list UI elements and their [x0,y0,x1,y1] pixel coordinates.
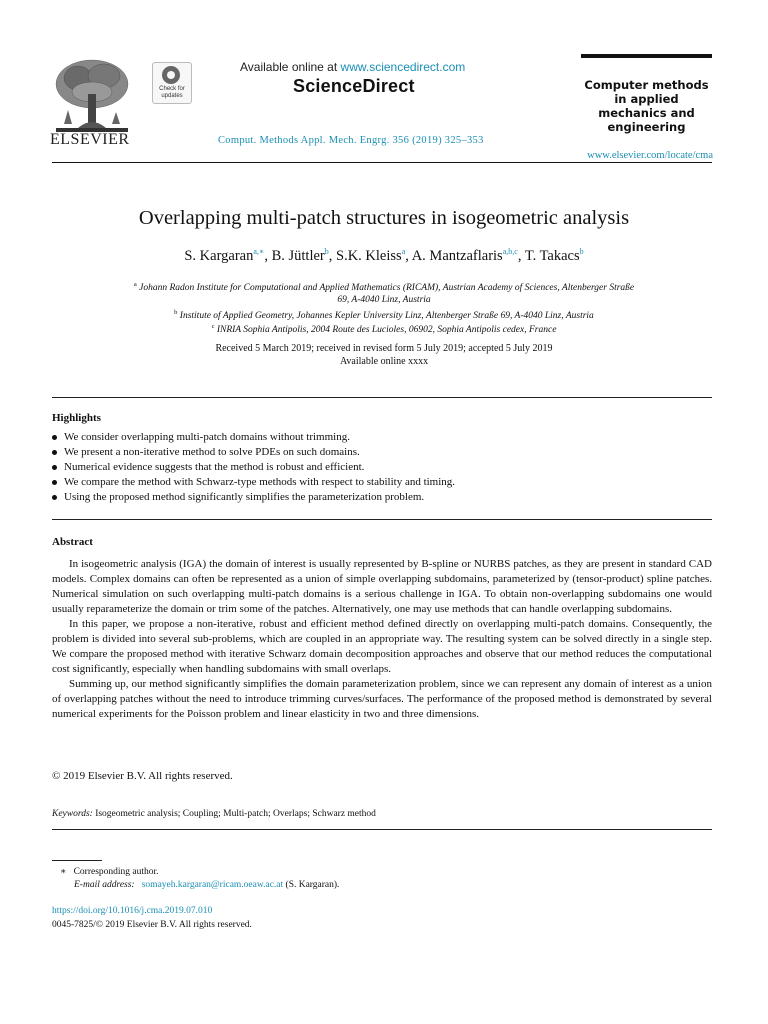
abstract-paragraph: Summing up, our method significantly simplifies the domain parameterization problem, since we can represent any domain of interest as a union of overlapping patches without the need to introduce trimming curves/surfaces. The performance of the proposed method is demonstrated by several numerical experiments for the Poisson problem and linear elasticity in two and three dimensions. [52,678,712,720]
author-name[interactable]: T. Takacs [524,248,580,264]
affiliation-c [0,321,768,336]
footnote-marker: ∗ [60,867,67,877]
bullet-icon [52,435,57,440]
email-label: E-mail address: [74,880,135,890]
footnote-email [74,880,339,890]
check-for-updates-button[interactable] [152,62,192,104]
publisher-name: ELSEVIER [50,131,130,148]
author-affil-marker[interactable]: b [579,247,584,256]
affiliation-key: c [211,323,215,330]
author-name[interactable]: S. Kargaran [184,248,254,264]
abstract-paragraph: In isogeometric analysis (IGA) the domain of interest is usually represented by B-spline or NURBS patches, as they are present in standard CAD models. Complex domains can often be represented as a union of simple overlapping subdomains, parameterized by (tensor-product) spline patches. Numerical simulation on such overlapping multi-patch domains is a serious challenge in IGA. To obtain non-overlapping subdomains one would usually reparameterize the domain or trim some of the patches. Alternatively, one may use methods that can handle overlapping subdomains. [52,558,712,615]
issn-copyright: 0045-7825/© 2019 Elsevier B.V. All rights reserved. [52,920,252,930]
check-updates-label: Check for updates [159,86,185,99]
abstract-paragraph: In this paper, we propose a non-iterative, robust and efficient method defined directly on overlapping multi-patch domains. Consequently, the problem is divided into several sub-problems, which are coupled in an appropriate way. The resulting system can be solved directly in a single step. We compare the proposed method with iterative Schwarz domain decomposition approaches and observe that our method reduces the computational cost significantly, especially when handling subdomains with small overlaps. [52,618,712,675]
highlight-item [52,460,712,475]
received-dates: Received 5 March 2019; received in revised form 5 July 2019; accepted 5 July 2019 [215,343,553,354]
author-affil-marker[interactable]: a,∗ [253,247,265,256]
affiliation-text: INRIA Sophia Antipolis, 2004 Route des Lucioles, 06902, Sophia Antipolis cedex, France [216,325,557,335]
journal-title-line: engineering [607,120,686,134]
affiliation-b [0,307,768,322]
affiliation-text: 69, A-4040 Linz, Austria [337,295,431,305]
footnote-corresponding-text: Corresponding author. [73,867,159,877]
bullet-icon [52,495,57,500]
bullet-icon [52,465,57,470]
check-updates-icon [162,66,180,84]
author-name[interactable]: A. Mantzaflaris [411,248,503,264]
highlight-item [52,490,712,505]
affiliation-text: Johann Radon Institute for Computational and Applied Mathematics (RICAM), Austrian Academy of Sciences, Altenberger Straße [139,283,635,293]
affiliation-a [0,279,768,306]
bullet-icon [52,450,57,455]
available-online-prefix: Available online at [240,60,341,74]
abstract-top-rule [52,519,712,520]
author-affil-marker[interactable]: b [324,247,329,256]
highlight-item [52,430,712,445]
abstract-body [52,557,712,722]
highlights-list [52,430,712,505]
author-affil-marker[interactable]: a [401,247,406,256]
journal-reference: Comput. Methods Appl. Mech. Engrg. 356 (2019) 325–353 [218,135,484,146]
available-online-line [240,60,465,74]
author-name[interactable]: B. Jüttler [271,248,325,264]
highlights-heading: Highlights [52,412,101,424]
affiliation-key: a [133,281,137,288]
highlight-item [52,475,712,490]
email-suffix: (S. Kargaran). [283,880,340,890]
highlights-top-rule [52,397,712,398]
highlight-text: Numerical evidence suggests that the method is robust and efficient. [64,461,365,473]
journal-title-bar [581,54,712,58]
abstract-copyright: © 2019 Elsevier B.V. All rights reserved. [52,770,233,782]
journal-title-line: mechanics and [598,106,695,120]
author-affil-marker[interactable]: a,b,c [502,247,518,256]
sciencedirect-brand: ScienceDirect [293,76,415,96]
highlight-item [52,445,712,460]
author-list: S. Kargaran$^{a,∗}$, B. Jüttler$^b$, S.K. Kleiss$^a$, A. Mantzaflaris$^{a,b,c}$, T. Takacs$^b$ [184,247,584,264]
journal-title-line: in applied [614,92,679,106]
author-name[interactable]: S.K. Kleiss [336,248,402,264]
highlight-text: We compare the method with Schwarz-type methods with respect to stability and timing. [64,476,456,488]
journal-title [581,78,712,134]
keywords-bottom-rule [52,829,712,830]
bullet-icon [52,480,57,485]
keywords-label: Keywords: [52,809,93,819]
email-link[interactable]: somayeh.kargaran@ricam.oeaw.ac.at [141,880,284,890]
highlight-text: We consider overlapping multi-patch domains without trimming. [64,431,350,443]
journal-homepage-link[interactable]: www.elsevier.com/locate/cma [587,150,713,161]
doi-link[interactable]: https://doi.org/10.1016/j.cma.2019.07.010 [52,906,213,916]
affiliation-key: b [174,309,178,316]
paper-title: Overlapping multi-patch structures in isogeometric analysis [138,207,630,229]
journal-title-line: Computer methods [584,78,709,92]
keywords-line [52,809,376,819]
sciencedirect-link[interactable]: www.sciencedirect.com [340,60,466,74]
available-online-date: Available online xxxx [339,356,429,367]
highlight-text: Using the proposed method significantly simplifies the parameterization problem. [64,491,425,503]
footnote-rule [52,860,102,861]
affiliation-text: Institute of Applied Geometry, Johannes Kepler University Linz, Altenberger Straße 69, A-4040 Linz, Austria [179,311,594,321]
header-divider [52,162,712,163]
abstract-heading: Abstract [52,536,93,548]
highlight-text: We present a non-iterative method to solve PDEs on such domains. [64,446,360,458]
keywords-text: Isogeometric analysis; Coupling; Multi-patch; Overlaps; Schwarz method [92,809,376,819]
footnote-corresponding [60,866,159,877]
